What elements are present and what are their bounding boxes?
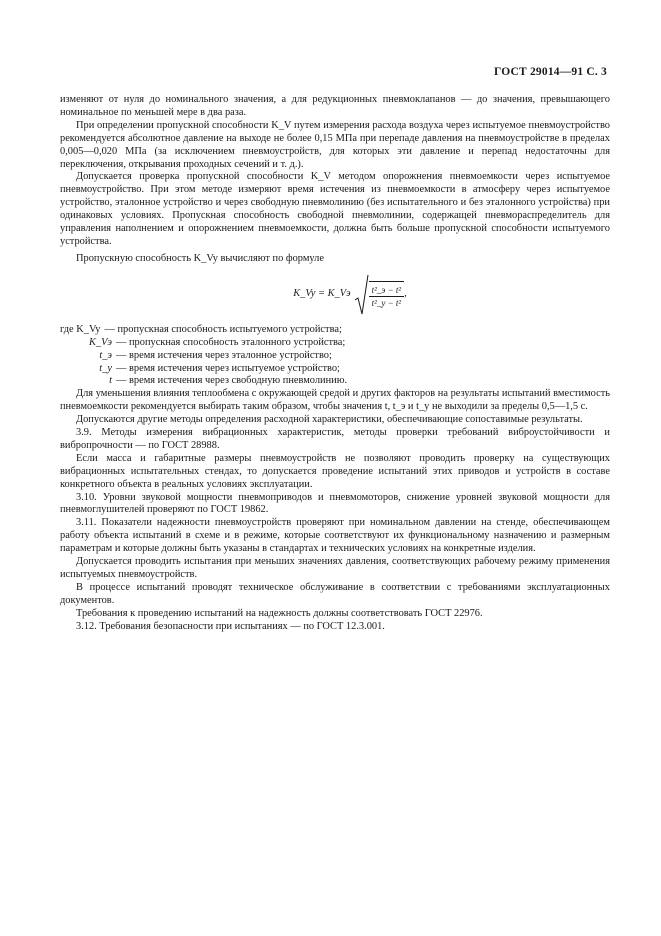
formula-radical <box>355 274 404 316</box>
legend-row <box>60 337 610 350</box>
paragraph: Требования к проведению испытаний на надежность должны соответствовать ГОСТ 22976. <box>76 607 483 619</box>
sqrt-sign-icon <box>355 274 369 316</box>
page-header: ГОСТ 29014—91 С. 3 <box>494 66 607 78</box>
formula-legend <box>60 324 610 389</box>
legend-symbol: t <box>109 375 112 387</box>
legend-symbol: где K_Vy <box>60 323 101 335</box>
legend-row <box>60 324 610 337</box>
legend-text: — время истечения через испытуемое устройство; <box>116 362 340 374</box>
formula-lhs: K_Vy = K_Vэ <box>293 288 351 300</box>
legend-text: — пропускная способность эталонного устройства; <box>116 336 346 348</box>
paragraph: 3.9. Методы измерения вибрационных характеристик, методы проверки требований виброустойчивости и вибропрочности — по ГОСТ 28988. <box>60 427 610 451</box>
paragraph: Для уменьшения влияния теплообмена с окружающей средой и других факторов на результаты испытаний вместимость пневмоемкости рекомендуется выбирать таким образом, чтобы значения t, t_э и t_у не выходили за пределы 0,5—1,5 с. <box>60 388 610 413</box>
paragraph: Допускаются другие методы определения расходной характеристики, обеспечивающие сопоставимые результаты. <box>76 414 583 426</box>
document-body <box>60 94 610 634</box>
paragraph: Если масса и габаритные размеры пневмоустройств не позволяют проводить проверку на существующих вибрационных испытательных стендах, то допускается проведение испытаний этих приводов и устройств в составе конкретного объекта в реальных условиях эксплуатации. <box>60 452 610 490</box>
radicand <box>369 281 404 309</box>
legend-text: — время истечения через эталонное устройство; <box>116 349 332 361</box>
formula-numerator: t²_э − t² <box>369 284 404 297</box>
formula-trailing: , <box>404 288 407 300</box>
legend-row <box>60 375 610 388</box>
paragraph: В процессе испытаний проводят техническое обслуживание в соответствии с требованиями эксплуатационных документов. <box>60 581 610 606</box>
legend-text: — пропускная способность испытуемого устройства; <box>104 323 342 335</box>
legend-symbol: K_Vэ <box>88 336 112 348</box>
formula <box>90 272 610 318</box>
legend-symbol: t_у <box>99 362 112 374</box>
formula-denominator: t²_у − t² <box>371 297 402 308</box>
legend-row <box>60 350 610 363</box>
paragraph: Допускается проводить испытания при меньших значениях давления, соответствующих рабочему режиму применения испытуемых пневмоустройств. <box>60 556 610 580</box>
legend-symbol: t_э <box>99 349 112 361</box>
paragraph: 3.11. Показатели надежности пневмоустройств проверяют при номинальном давлении на стенде, обеспечивающем работу объекта испытаний в схеме и в режиме, которые соответствуют их функциональному назначению и размерным параметрам и которые должны быть указаны в стандартах и технических условиях на конкретные изделия. <box>60 517 610 555</box>
paragraph: 3.10. Уровни звуковой мощности пневмоприводов и пневмомоторов, снижение уровней звуковой мощности для пневмоглушителей проверяют по ГОСТ 19862. <box>60 491 610 516</box>
paragraph: При определении пропускной способности K_V путем измерения расхода воздуха через испытуемое пневмоустройство рекомендуется абсолютное давление на выходе не более 0,15 МПа при перепаде давления на пневмоустройстве в пределах 0,005—0,020 МПа (за исключением пневмоустройств, для которых эти давление и перепад недостаточны для переключения, открывания проходных сечений и т. д.). <box>60 119 610 170</box>
paragraph: Допускается проверка пропускной способности K_V методом опорожнения пневмоемкости через испытуемое пневмоустройство. При этом методе измеряют время истечения из пневмоемкости в атмосферу через испытуемое устройство, эталонное устройство и через свободную пневмолинию (без испытательного и без эталонного устройства) при одинаковых условиях. Пропускная способность свободной пневмолинии, содержащей пневмораспределитель для управления наполнением и опорожнением пневмоемкости, должна быть больше пропускной способности испытуемого устройства. <box>60 171 610 247</box>
formula-fraction <box>369 284 404 309</box>
paragraph: Пропускную способность K_Vy вычисляют по формуле <box>76 252 324 264</box>
legend-row <box>60 363 610 376</box>
paragraph: изменяют от нуля до номинального значения, а для редукционных пневмоклапанов — до значения, превышающего номинальное по меньшей мере в два раза. <box>60 94 610 118</box>
paragraph: 3.12. Требования безопасности при испытаниях — по ГОСТ 12.3.001. <box>76 620 385 632</box>
legend-text: — время истечения через свободную пневмолинию. <box>116 375 348 387</box>
